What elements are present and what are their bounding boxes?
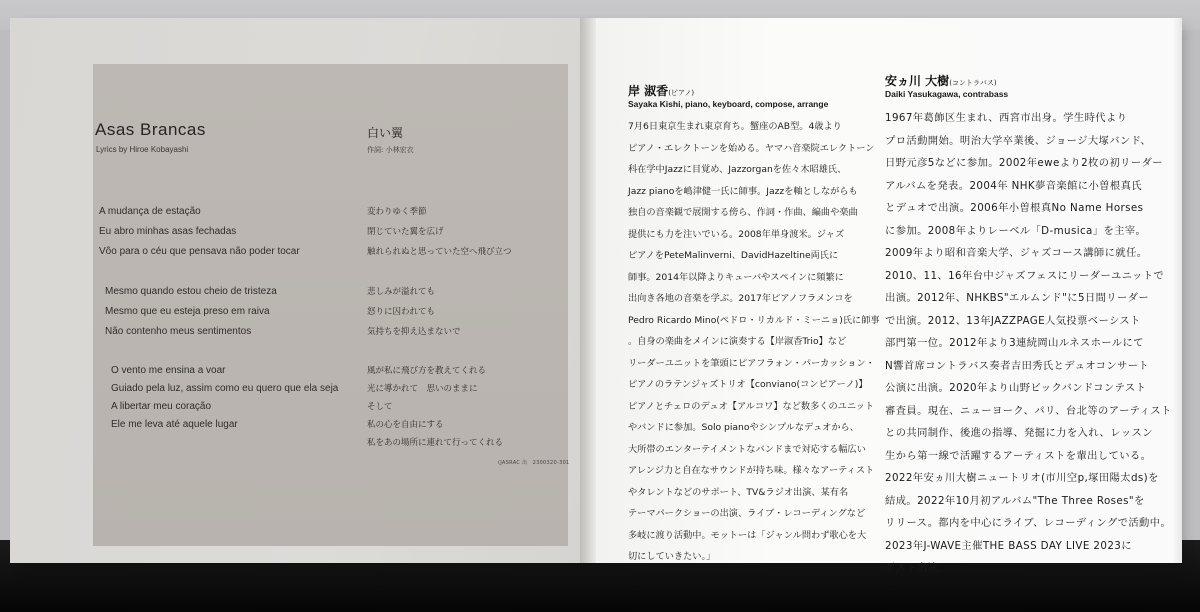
bio-line: リーダーユニットを筆頭にピアフラォン・パーカッション・ bbox=[628, 357, 875, 369]
bio-line: リリース。都内を中心にライブ、レコーディングで活動中。 bbox=[885, 517, 1172, 529]
musician-1-name-en: Sayaka Kishi, piano, keyboard, compose, arrange bbox=[628, 99, 829, 109]
bio-line: 独自の音楽観で展開する傍ら、作詞・作曲、編曲や楽曲 bbox=[628, 207, 858, 218]
lyric-line: A mudança de estação bbox=[99, 206, 201, 217]
lyric-line: Eu abro minhas asas fechadas bbox=[99, 226, 237, 237]
lyric-line: 私の心を自由にする bbox=[367, 420, 444, 430]
bio-line: 1967年葛飾区生まれ、西宮市出身。学生時代より bbox=[885, 112, 1128, 124]
bio-line: アレンジ力と自在なサウンドが持ち味。様々なアーティスト bbox=[628, 465, 875, 476]
musician-2-bio bbox=[885, 107, 1172, 580]
bio-line: 7月6日東京生まれ東京育ち。蟹座のAB型。4歳より bbox=[628, 121, 842, 132]
lyric-line: 風が私に飛び方を教えてくれる bbox=[367, 366, 487, 376]
lyric-line: 変わりゆく季節 bbox=[367, 207, 427, 217]
bio-line: 2010、11、16年台中ジャズフェスにリーダーユニットで bbox=[885, 269, 1165, 282]
musician-1-name bbox=[628, 82, 694, 99]
bio-line: で出演。2012、13年JAZZPAGE人気投票ベーシスト bbox=[885, 314, 1141, 327]
lyric-line: Mesmo que eu esteja preso em raiva bbox=[105, 306, 270, 317]
lyric-line: 触れられぬと思っていた空へ飛び立つ bbox=[367, 247, 512, 257]
bio-line: 出向き各地の音楽を学ぶ。2017年ピアノフラメンコを bbox=[628, 293, 853, 304]
bio-line: 切にしていきたい。」 bbox=[628, 551, 716, 562]
bio-line: テーマパークショーの出演、ライブ・レコーディングなど bbox=[628, 508, 866, 519]
lyric-line: Guiado pela luz, assim como eu quero que ela seja bbox=[111, 383, 339, 394]
bio-line: 部門第一位。2012年より3連続岡山ルネスホールにて bbox=[885, 337, 1144, 349]
song-title-en: Asas Brancas bbox=[95, 120, 206, 139]
stanza-jp-2 bbox=[367, 282, 567, 342]
bio-line: 2009年より昭和音楽大学、ジャズコース講師に就任。 bbox=[885, 247, 1148, 259]
lyric-line: Não contenho meus sentimentos bbox=[105, 326, 252, 337]
lyrics-column-en bbox=[99, 202, 364, 454]
bio-line: 審査員。現在、ニューヨーク、パリ、台北等のアーティスト bbox=[885, 404, 1172, 417]
bio-line: ピアノをPeteMalinverni、DavidHazeltine両氏に bbox=[628, 250, 839, 261]
lyric-line: 私をあの場所に連れて行ってくれる bbox=[367, 438, 504, 448]
musician-2-name bbox=[885, 72, 997, 89]
bio-line: 提供にも力を注いでいる。2008年単身渡米。ジャズ bbox=[628, 228, 845, 240]
bio-line: やタレントなどのサポート、TV&ラジオ出演、某有名 bbox=[628, 486, 849, 498]
bio-line: N響首席コントラバス奏者吉田秀氏とデュオコンサート bbox=[885, 359, 1150, 372]
stanza-en-1 bbox=[99, 202, 364, 262]
bio-line: に参加。2008年よりレーベル「D-musica」を主宰。 bbox=[885, 224, 1147, 237]
musician-1-role: (ピアノ) bbox=[668, 89, 695, 97]
bio-line: 科在学中Jazzに目覚め、Jazzorganを佐々木昭雄氏、 bbox=[628, 164, 847, 175]
lyric-line: 光に導かれて 思いのままに bbox=[367, 384, 478, 394]
jasrac-code: (JASRAC 出 2300320-301 bbox=[498, 460, 570, 466]
lyric-line: Ele me leva até aquele lugar bbox=[111, 419, 238, 430]
bio-line: 大所帯のエンターテイメントなバンドまで対応する幅広い bbox=[628, 443, 866, 455]
stanza-en-3 bbox=[99, 362, 364, 434]
bio-line: との共同制作、後進の指導、発掘に力を入れ、レッスン bbox=[885, 427, 1153, 439]
lyric-line: Vôo para o céu que pensava não poder tocar bbox=[99, 246, 300, 257]
musician-1-name-jp: 岸 淑香 bbox=[628, 84, 669, 98]
musician-2-name-jp: 安ヵ川 大樹 bbox=[885, 74, 950, 88]
song-title-jp: 白い翼 bbox=[367, 126, 404, 140]
lyric-line: A libertar meu coração bbox=[111, 401, 212, 412]
lyrics-credit-jp: 作詞: 小林宏衣 bbox=[367, 146, 414, 154]
bio-line: ピアノ・エレクトーンを始める。ヤマハ音楽院エレクトーン bbox=[628, 142, 875, 154]
bio-line: 生から第一線で活躍するアーティストを輩出している。 bbox=[885, 449, 1152, 462]
stanza-jp-1 bbox=[367, 202, 567, 262]
bio-line: 2023年J-WAVE主催THE BASS DAY LIVE 2023に bbox=[885, 539, 1132, 552]
lyric-line: 閉じていた翼を広げ bbox=[367, 227, 444, 237]
lyric-line: 怒りに囚われても bbox=[367, 307, 436, 317]
bio-line: やバンドに参加。Solo pianoやシンプルなデュオから、 bbox=[628, 422, 859, 433]
lyric-line: Mesmo quando estou cheio de tristeza bbox=[105, 286, 277, 297]
musician-2-name-en: Daiki Yasukagawa, contrabass bbox=[885, 89, 1009, 99]
stanza-en-2 bbox=[99, 282, 364, 342]
bio-line: 公演に出演。2020年より山野ビックバンドコンテスト bbox=[885, 382, 1147, 394]
lyric-line: 気持ちを抑え込まないで bbox=[367, 327, 461, 337]
bio-line: 多岐に渡り活動中。モットーは「ジャンル問わず歌心を大 bbox=[628, 529, 867, 541]
bio-line: 。自身の楽曲をメインに演奏する【岸淑香Trio】など bbox=[628, 336, 847, 347]
lyric-line: O vento me ensina a voar bbox=[111, 365, 226, 376]
bio-line: アルバムを発表。2004年 NHK夢音楽館に小曽根真氏 bbox=[885, 179, 1142, 192]
bio-line: Jazz pianoを嶋津健一氏に師事。Jazzを軸としながらも bbox=[628, 185, 858, 197]
bio-line: とデュオで出演。2006年小曽根真No Name Horses bbox=[885, 202, 1144, 214]
bio-line: 日野元彦5などに参加。2002年eweより2枚の初リーダー bbox=[885, 157, 1163, 169]
bio-line: Pedro Ricardo Mino(ペドロ・リカルド・ミーニョ)氏に師事 bbox=[628, 314, 880, 326]
bio-line: ピアノのラテンジャズトリオ【conviano(コンピアーノ)】 bbox=[628, 379, 868, 390]
lyrics-column-jp bbox=[367, 202, 567, 472]
bio-line: プロ活動開始。明治大学卒業後、ジョージ大塚バンド、 bbox=[885, 134, 1152, 147]
bio-line: 師事。2014年以降よりキューバやスペインに頻繁に bbox=[628, 271, 844, 283]
bio-line: ゲスト出演。 bbox=[885, 562, 949, 574]
stanza-jp-3 bbox=[367, 362, 567, 452]
bio-line: ピアノとチェロのデュオ【アルコワ】など数多くのユニット bbox=[628, 400, 875, 412]
lyric-line: そして bbox=[367, 402, 393, 412]
bio-line: 出演。2012年、NHKBS"エルムンド"に5日間リーダー bbox=[885, 292, 1150, 304]
musician-2-role: (コントラバス) bbox=[949, 79, 997, 87]
bio-line: 2022年安ヵ川大樹ニュートリオ(市川空p,塚田陽太ds)を bbox=[885, 472, 1159, 484]
lyric-line: 悲しみが溢れても bbox=[367, 287, 436, 297]
lyrics-credit-en: Lyrics by Hiroe Kobayashi bbox=[96, 145, 189, 154]
bio-line: 結成。2022年10月初アルバム"The Three Roses"を bbox=[885, 494, 1145, 507]
musician-1-bio bbox=[628, 116, 880, 568]
